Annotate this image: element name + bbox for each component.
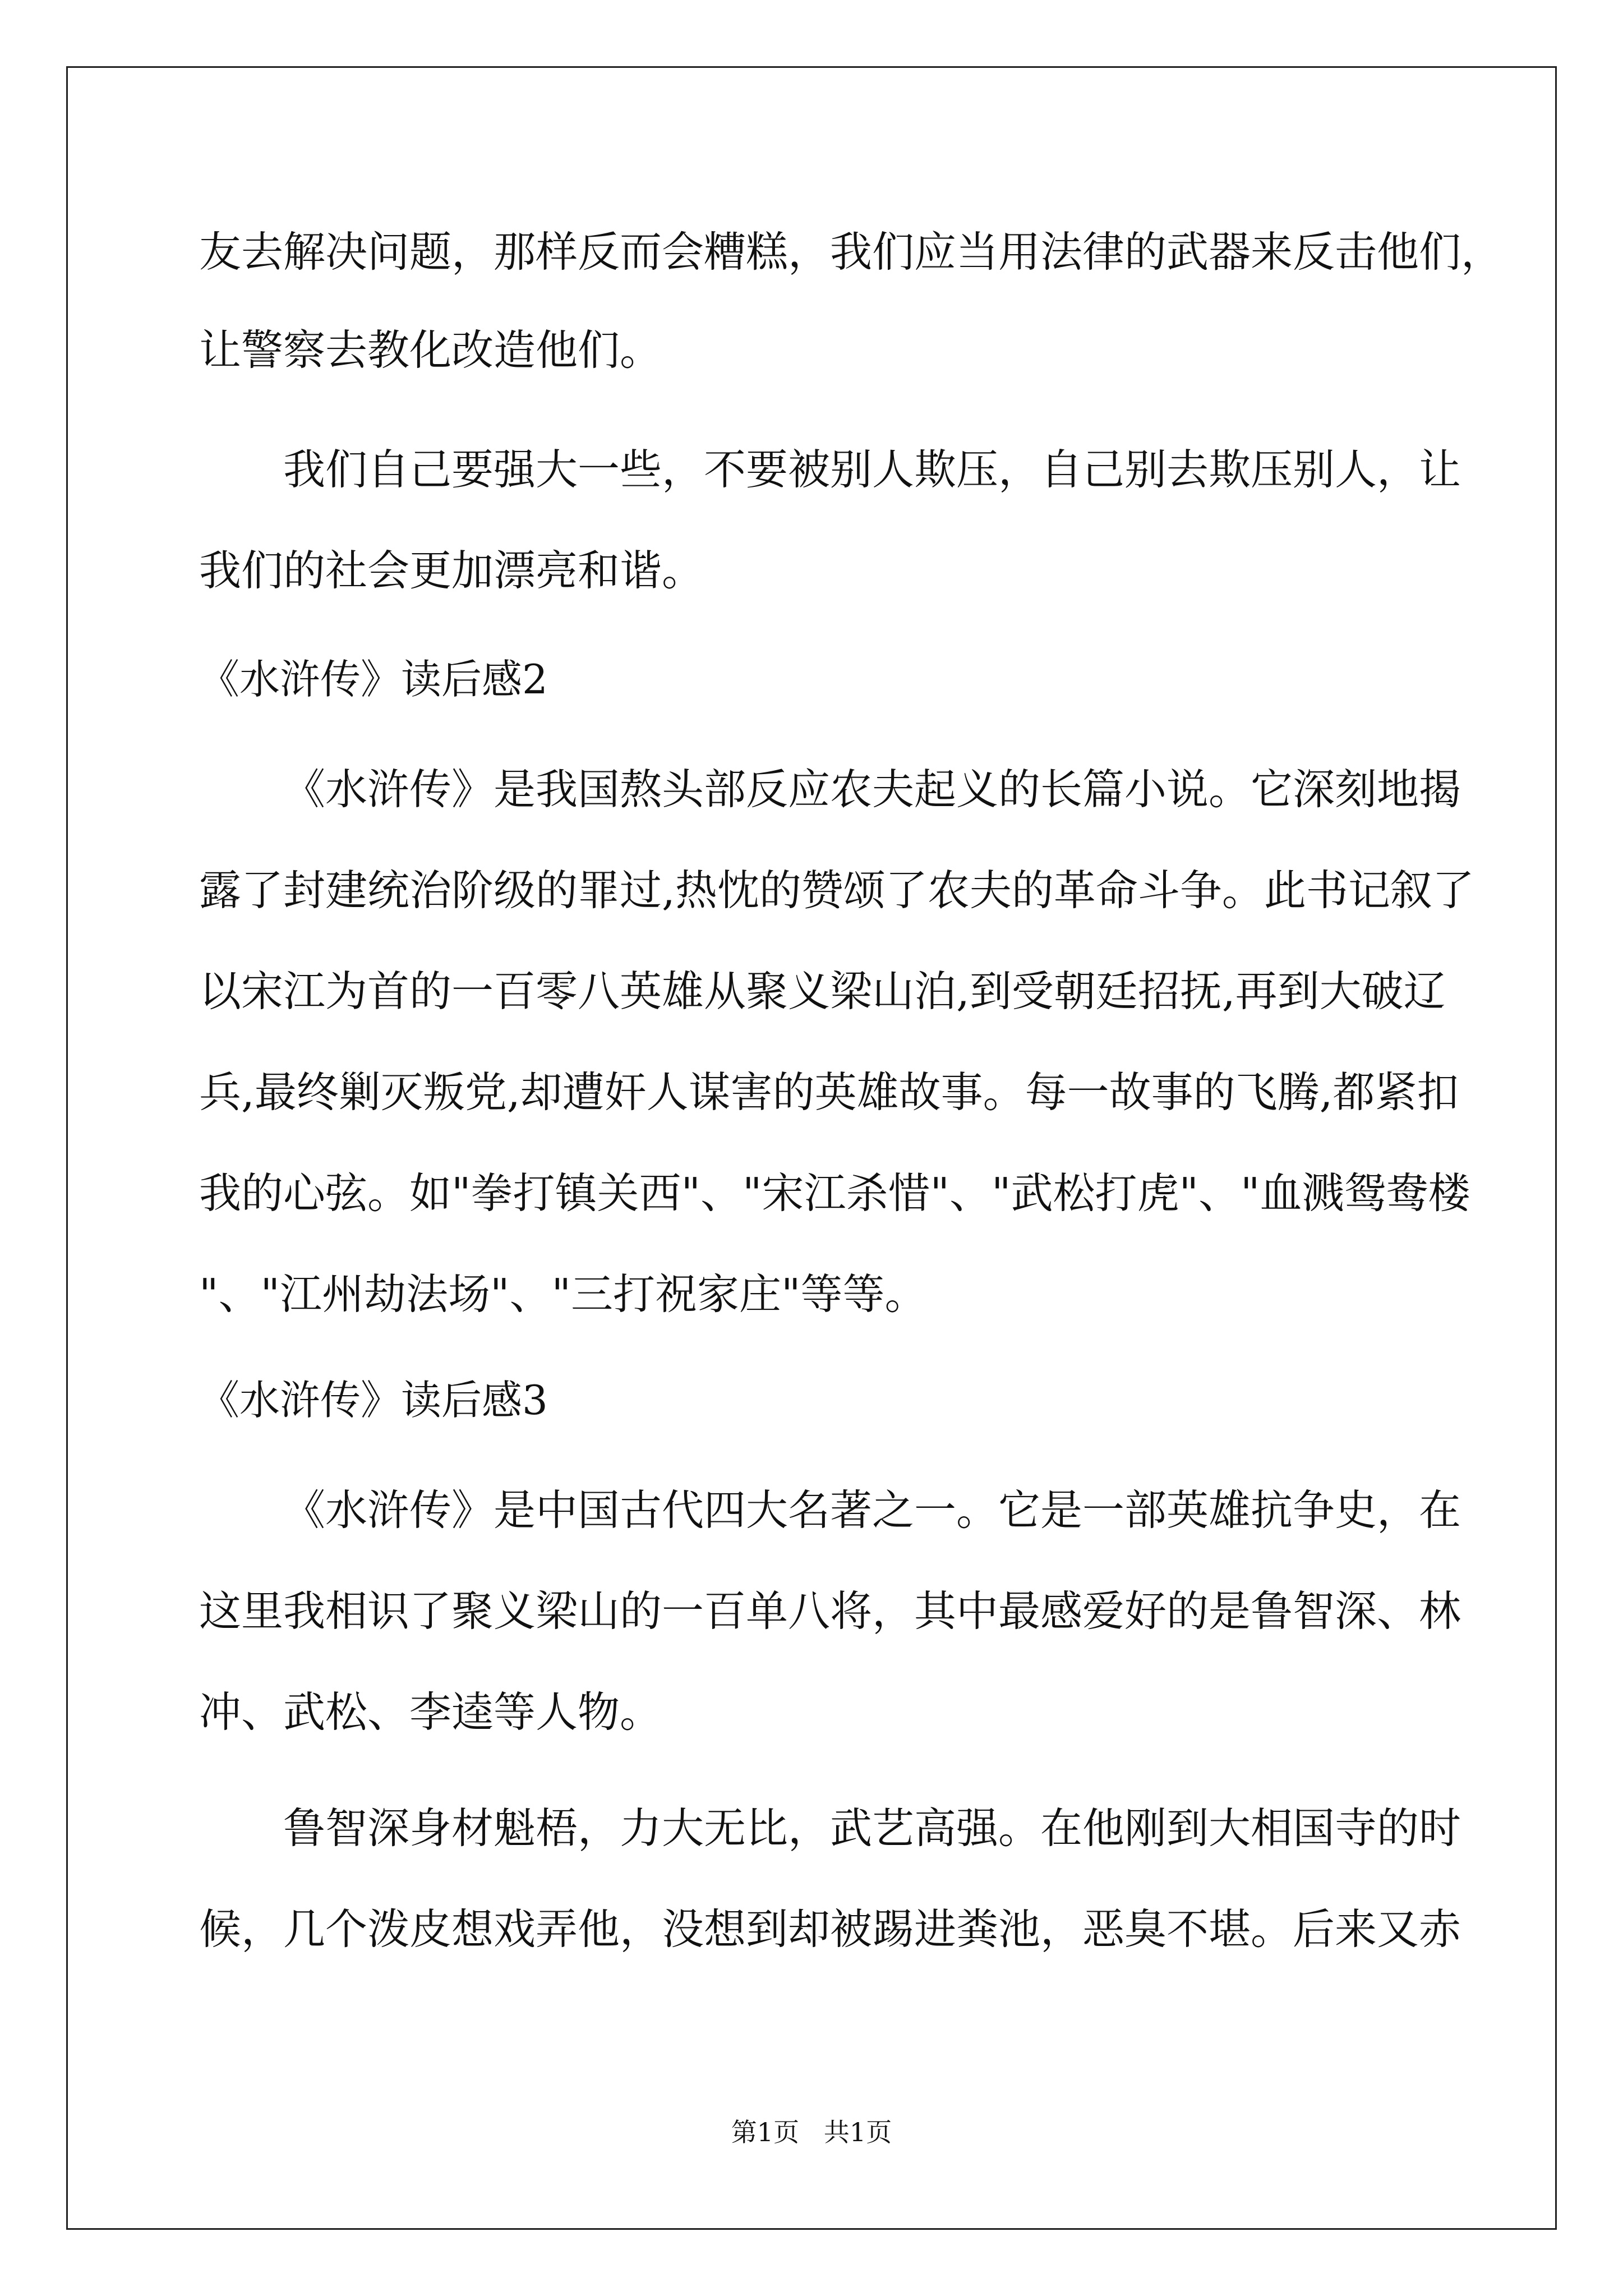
paragraph-line: 以宋江为首的一百零八英雄从聚义梁山泊,到受朝廷招抚,再到大破辽 (199, 967, 1446, 1016)
paragraph-line: 《水浒传》是中国古代四大名著之一。它是一部英雄抗争史，在 (283, 1485, 1461, 1535)
paragraph-line: 我们自己要强大一些，不要被别人欺压，自己别去欺压别人，让 (283, 445, 1461, 494)
section-heading: 《水浒传》读后感3 (199, 1377, 548, 1424)
paragraph-line: 这里我相识了聚义梁山的一百单八将，其中最感爱好的是鲁智深、林 (199, 1586, 1461, 1636)
paragraph-line: "、"江州劫法场"、"三打祝家庄"等等。 (199, 1269, 927, 1319)
paragraph-line: 露了封建统治阶级的罪过,热忱的赞颂了农夫的革命斗争。此书记叙了 (199, 866, 1474, 915)
page-footer: 第1页 共1页 (731, 2117, 892, 2147)
paragraph-line: 候，几个泼皮想戏弄他，没想到却被踢进粪池，恶臭不堪。后来又赤 (199, 1904, 1461, 1954)
paragraph-line: 冲、武松、李逵等人物。 (199, 1687, 662, 1737)
section-heading: 《水浒传》读后感2 (199, 656, 548, 703)
paragraph-line: 兵,最终剿灭叛党,却遭奸人谋害的英雄故事。每一故事的飞腾,都紧扣 (199, 1068, 1459, 1117)
paragraph-line: 《水浒传》是我国熬头部反应农夫起义的长篇小说。它深刻地揭 (283, 765, 1461, 814)
paragraph-line: 让警察去教化改造他们。 (199, 325, 662, 375)
paragraph-line: 我的心弦。如"拳打镇关西"、"宋江杀惜"、"武松打虎"、"血溅鸳鸯楼 (199, 1168, 1470, 1218)
paragraph-line: 鲁智深身材魁梧，力大无比，武艺高强。在他刚到大相国寺的时 (283, 1803, 1461, 1853)
paragraph-line: 我们的社会更加漂亮和谐。 (199, 546, 704, 595)
paragraph-line: 友去解决问题，那样反而会糟糕，我们应当用法律的武器来反击他们， (199, 227, 1504, 277)
